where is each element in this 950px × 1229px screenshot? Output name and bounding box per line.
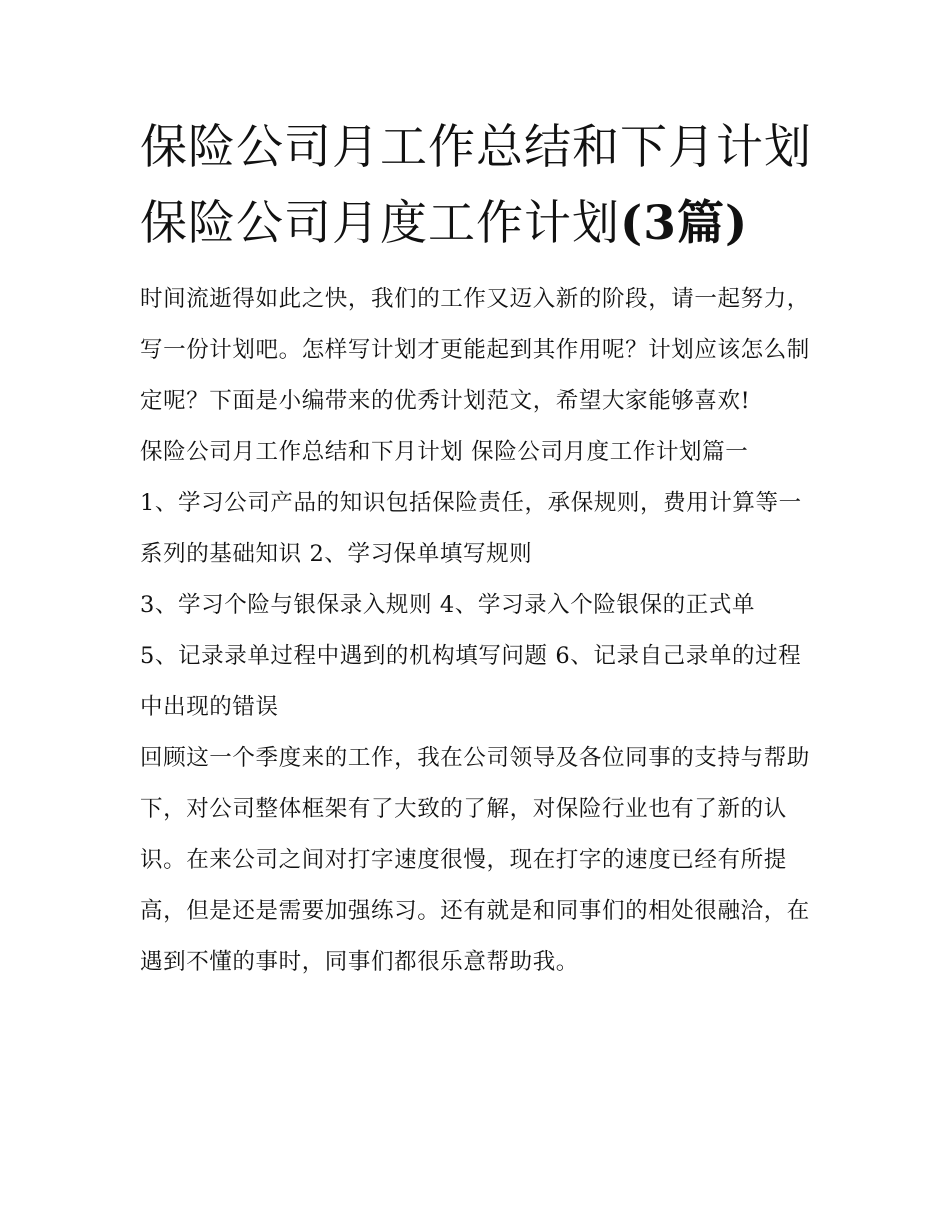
list-item: 1、学习公司产品的知识包括保险责任，承保规则，费用计算等一系列的基础知识 2、学习保单填写规则 — [140, 490, 802, 567]
list-item: 5、记录录单过程中遇到的机构填写问题 6、记录自己录单的过程中出现的错误 — [140, 643, 802, 720]
title-text: 保险公司月工作总结和下月计划 保险公司月度工作计划 — [140, 120, 812, 251]
review-paragraph: 回顾这一个季度来的工作，我在公司领导及各位同事的支持与帮助下，对公司整体框架有了大致的了解，对保险行业也有了新的认识。在来公司之间对打字速度很慢，现在打字的速度已经有所提高，但是还是需要加强练习。还有就是和同事们的相处很融洽，在遇到不懂的事时，同事们都很乐意帮助我。 — [140, 745, 810, 975]
document-page — [140, 110, 815, 988]
list-item: 3、学习个险与银保录入规则 4、学习录入个险银保的正式单 — [140, 592, 756, 618]
document-title — [140, 110, 815, 262]
intro-paragraph: 时间流逝得如此之快，我们的工作又迈入新的阶段，请一起努力，写一份计划吧。怎样写计划才更能起到其作用呢？计划应该怎么制定呢？下面是小编带来的优秀计划范文，希望大家能够喜欢! — [140, 286, 810, 414]
title-count: (3篇) — [620, 196, 749, 251]
section-heading: 保险公司月工作总结和下月计划 保险公司月度工作计划篇一 — [140, 439, 749, 465]
